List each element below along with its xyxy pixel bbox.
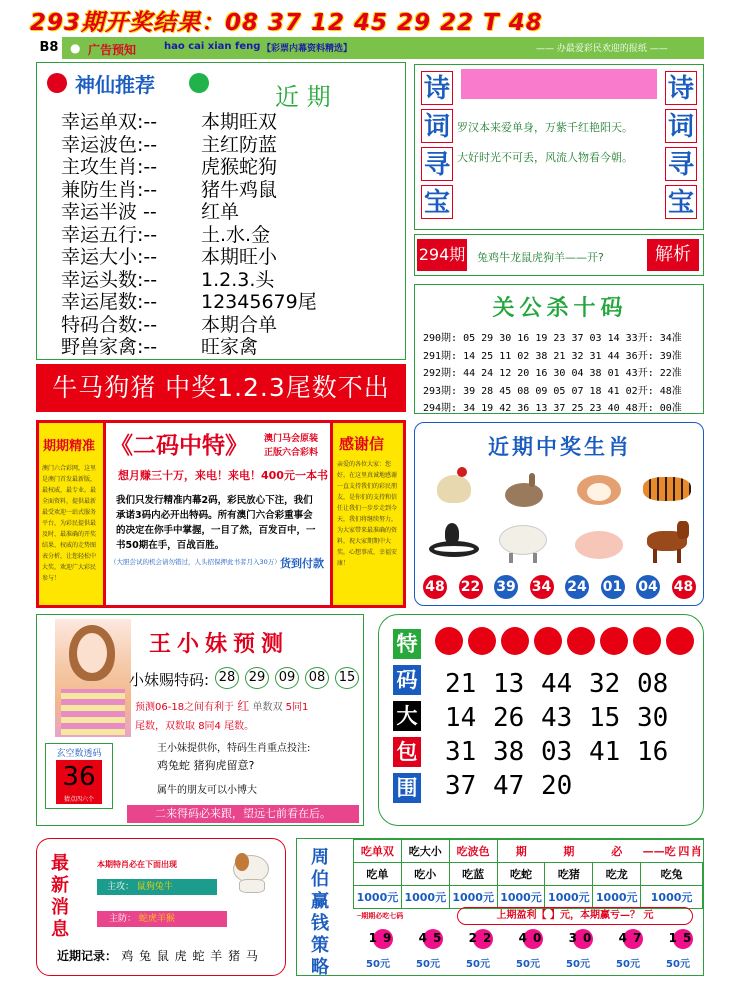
zhoubo-pick-cell: 吃猪: [545, 863, 593, 886]
zhoubo-code: 22: [468, 931, 498, 945]
zhoubo-small-stake: 50元: [466, 959, 490, 970]
shenxian-row: [61, 332, 258, 359]
shenxian-row-value: 1.2.3.头: [201, 268, 275, 291]
poem-side-char: 寻: [421, 147, 453, 181]
shenxian-row-key: 幸运尾数:--: [61, 291, 158, 313]
shenxian-row-key: 幸运半波 --: [61, 201, 157, 223]
news-def-value: 蛇虎羊猴: [138, 914, 175, 924]
red-ball-icon: [600, 627, 628, 655]
tema-number: 26: [493, 703, 525, 733]
wang-number: 08: [305, 667, 329, 689]
ermazhong-foot2: 货到付款: [280, 557, 324, 570]
pink-banner: [461, 69, 657, 99]
poem-side-char: 诗: [665, 71, 697, 105]
zhoubo-stake-cell: 1000元: [449, 886, 497, 909]
zodiac-ball: 22: [459, 575, 483, 599]
dog-icon: [225, 849, 279, 895]
zhoubo-header-cell: 吃单双: [354, 840, 402, 863]
wang-pred-f: 尾数。: [224, 721, 255, 732]
tema-side-char: 包: [393, 737, 421, 767]
analysis-button[interactable]: 解析: [647, 239, 699, 271]
tema-side-char: 特: [393, 629, 421, 659]
news-title-char: 最: [51, 853, 69, 874]
wang-number: 29: [245, 667, 269, 689]
zhoubo-side-char: 赢: [311, 891, 329, 912]
wang-number: 28: [215, 667, 239, 689]
zhoubo-side-char: 略: [311, 957, 329, 978]
zhoubo-header-cell: 期: [497, 840, 545, 863]
zhoubo-small-stake: 50元: [666, 959, 690, 970]
zodiac-ball: 01: [601, 575, 625, 599]
news-def-label: 主防：: [109, 914, 137, 924]
news-title-char: 消: [51, 897, 69, 918]
shenxian-row-key: 幸运大小:--: [61, 246, 158, 268]
pig-icon: [571, 527, 627, 563]
shenxian-row-key: 兼防生肖:--: [61, 178, 158, 201]
tema-number: 41: [589, 737, 621, 767]
news-main: [97, 879, 217, 895]
tema-number: 44: [541, 669, 573, 699]
news-def: [97, 911, 227, 927]
zhoubo-header-cell: 四: [678, 840, 690, 863]
ad-pinyin: hao cai xian feng: [164, 41, 261, 52]
poem-side-char: 宝: [665, 185, 697, 219]
zhoubo-pick-cell: 吃龙: [593, 863, 641, 886]
zhoubo-stake-cell: 1000元: [401, 886, 449, 909]
zodiac-box: [414, 422, 704, 606]
shenxian-row-value: 本期旺小: [201, 246, 278, 268]
tema-number: 16: [637, 737, 669, 767]
tema-number: 21: [445, 669, 477, 699]
rabbit-icon: [499, 473, 549, 509]
ermazhong-title: 《二码中特》: [110, 433, 248, 459]
shenxian-row-key: 主攻生肖:--: [61, 156, 158, 178]
red-ball-icon: [501, 627, 529, 655]
shenxian-row-value: 旺家禽: [201, 336, 259, 358]
ermazhong-box: [36, 420, 406, 608]
tema-number: 31: [445, 737, 477, 767]
ad-bar: [36, 37, 704, 59]
tiger-icon: [641, 467, 695, 509]
bullet-icon: ●: [70, 41, 81, 55]
shenxian-row-value: 土.水.金: [201, 223, 271, 246]
zhoubo-pick-cell: 吃兔: [641, 863, 703, 886]
shenxian-row-value: 12345679尾: [201, 291, 317, 313]
zhoubo-header-cell: 肖: [690, 840, 702, 863]
zhoubo-pick-cell: 吃小: [401, 863, 449, 886]
wang-pred-line2: [135, 717, 254, 732]
tema-number: 03: [541, 737, 573, 767]
news-main-label: 主攻：: [107, 882, 135, 892]
guangong-row: 293期: 39 28 45 08 09 05 07 18 41 02开: 48准: [423, 385, 682, 397]
xuanji-label: 玄空数透码: [56, 749, 102, 759]
poem-hint: 兔鸡牛龙鼠虎狗羊——开?: [477, 251, 604, 264]
hamster-icon: [573, 469, 625, 507]
horse-icon: [641, 519, 697, 567]
wang-box: [36, 614, 364, 826]
zhoubo-small-stake: 50元: [516, 959, 540, 970]
zhoubo-header-cell: 期: [545, 840, 593, 863]
shenxian-row-key: 幸运头数:--: [61, 268, 158, 291]
poem-period-box: [414, 234, 704, 276]
shenxian-row-value: 红单: [201, 201, 240, 223]
red-ball-icon: [534, 627, 562, 655]
shenxian-row-value: 主红防蓝: [201, 133, 278, 156]
poem-side-char: 宝: [421, 185, 453, 219]
zhoubo-code: 45: [418, 931, 448, 945]
guangong-title: 关公杀十码: [492, 296, 628, 321]
wang-footer: 二来得码必来跟，望远七前看在后。: [127, 805, 359, 823]
wang-tip1: 王小妹提供你，特码生肖重点投注:: [157, 743, 311, 754]
tema-number: 30: [637, 703, 669, 733]
red-ball-icon: [468, 627, 496, 655]
tema-side-char: 围: [393, 773, 421, 803]
ad-info: 【彩票内幕资料精选】: [262, 44, 353, 54]
wang-pred-a: 预测06-18之间有利于: [135, 702, 235, 713]
zhoubo-code: 30: [568, 931, 598, 945]
guangong-row: 291期: 14 25 11 02 38 21 32 31 44 36开: 39准: [423, 350, 682, 362]
tema-number: 13: [493, 669, 525, 699]
zhoubo-pick-cell: 吃蛇: [497, 863, 545, 886]
tema-number: 43: [541, 703, 573, 733]
tema-number: 15: [589, 703, 621, 733]
poem-side-char: 寻: [665, 147, 697, 181]
zhoubo-side-char: 策: [311, 935, 329, 956]
zhoubo-side-char: 钱: [311, 913, 329, 934]
shenxian-row-key: 幸运五行:--: [61, 223, 158, 246]
poem-line-2: 大好时光不可丢，风流人物看今朝。: [457, 151, 633, 164]
zodiac-ball: 24: [565, 575, 589, 599]
zodiac-ball: 48: [423, 575, 447, 599]
zhoubo-small-stake: 50元: [566, 959, 590, 970]
green-dot-icon: [189, 73, 209, 93]
guangong-row: 292期: 44 24 12 20 16 30 04 38 01 43开: 22准: [423, 368, 682, 379]
zodiac-title: 近期中奖生肖: [488, 435, 632, 459]
wang-number: 15: [335, 667, 359, 689]
snake-icon: [427, 523, 483, 561]
zodiac-ball: 34: [530, 575, 554, 599]
news-head: 本期特肖必在下面出现: [97, 860, 177, 869]
news-title-char: 息: [51, 919, 69, 940]
zhoubo-box: [296, 838, 704, 976]
ermazhong-center: [106, 423, 330, 605]
wang-label: 小妹赐特码:: [129, 671, 210, 689]
tema-side-char: 大: [393, 701, 421, 731]
ad-right: —— 办最爱彩民欢迎的报纸 ——: [536, 44, 668, 54]
shenxian-banner: 牛马狗猪 中奖1.2.3尾数不出: [36, 364, 406, 412]
red-ball-icon: [666, 627, 694, 655]
shenxian-row-value: 本期合单: [201, 313, 278, 336]
ermazhong-right: [333, 423, 403, 605]
zhoubo-pick-cell: 吃单: [354, 863, 402, 886]
tema-number: 47: [493, 771, 525, 801]
zhoubo-stake-cell: 1000元: [593, 886, 641, 909]
poem-side-char: 诗: [421, 71, 453, 105]
zhoubo-header-cell: 吃波色: [449, 840, 497, 863]
wang-pred-e: 8同4: [198, 721, 221, 732]
wang-pred-d: 尾数，双数取: [135, 721, 195, 732]
wang-title: 王小妹预测: [149, 632, 290, 657]
zhoubo-header-cell: 必: [593, 840, 641, 863]
news-box: [36, 838, 286, 976]
shenxian-box: [36, 62, 406, 360]
zodiac-ball: 48: [672, 575, 696, 599]
zhoubo-profit: 上期盈利【 】元，本期赢亏—？ 元: [457, 907, 693, 925]
ermazhong-slogan: 想月赚三十万，来电！来电！400元一本书: [118, 469, 328, 482]
ermazhong-left-text: 澳门六合彩网，这里是澳门首发最新版，最权威，最专业。最全面资料，提供最新最受欢迎一站式服务平台，为彩民提供最及时、最准确的开奖结果、权威的走势图表分析，让您轻松中大奖，欢迎广大彩民参与！: [42, 465, 97, 582]
poem-period: 294期: [417, 239, 467, 271]
guangong-box: [414, 284, 704, 414]
wang-number: 09: [275, 667, 299, 689]
xuanji-foot: 猜点四六个: [63, 796, 94, 803]
sheep-icon: [495, 519, 553, 565]
red-ball-icon: [435, 627, 463, 655]
recent-label: 近 期: [275, 83, 331, 111]
shenxian-row-value: 猪牛鸡鼠: [201, 178, 278, 201]
ermazhong-left: [39, 423, 103, 605]
tema-number: 08: [637, 669, 669, 699]
wang-pred-red: 红: [237, 699, 250, 713]
tema-number: 38: [493, 737, 525, 767]
zhoubo-pick-cell: 吃蓝: [449, 863, 497, 886]
news-recent-value: 鸡 兔 鼠 虎 蛇 羊 猪 马: [121, 949, 259, 963]
poem-side-char: 词: [421, 109, 453, 143]
zhoubo-must: ─期期必吃七码: [357, 912, 404, 920]
tema-number: 20: [541, 771, 573, 801]
wang-tip2: 鸡兔蛇 猪狗虎留意?: [157, 759, 255, 772]
zhoubo-stake-cell: 1000元: [641, 886, 703, 909]
ermazhong-sub1: 澳门马会原装: [264, 434, 319, 444]
wang-pred-line1: [135, 697, 308, 714]
shenxian-title: 神仙推荐: [75, 73, 155, 97]
shenxian-row-key: 幸运单双:--: [61, 111, 158, 133]
shenxian-row-key: 特码合数:--: [61, 313, 158, 336]
shenxian-row-key: 幸运波色:--: [61, 133, 158, 156]
zodiac-ball: 04: [636, 575, 660, 599]
ermazhong-body: 我们只发行精准内幕2码，彩民放心下注，我们承诺3码内必开出特码。所有澳门六合彩重事会的决定在你手中掌握，一目了然，百发百中，一书50期在手，百战百胜。: [116, 495, 316, 551]
zhoubo-header-cell: 吃大小: [401, 840, 449, 863]
guangong-row: 290期: 05 29 30 16 19 23 37 03 14 33开: 34准: [423, 333, 682, 344]
zhoubo-stake-cell: 1000元: [545, 886, 593, 909]
ermazhong-sub2: 正版六合彩料: [264, 448, 319, 458]
zhoubo-code: 15: [668, 931, 698, 945]
tema-number: 37: [445, 771, 477, 801]
wang-pred-c: 5同1: [285, 702, 309, 713]
zhoubo-table: [353, 839, 703, 909]
zhoubo-header-cell: ——吃: [641, 840, 678, 863]
tema-number: 32: [589, 669, 621, 699]
poem-box: [414, 64, 704, 230]
news-recent-label: 近期记录：: [57, 949, 118, 963]
red-dot-icon: [47, 73, 67, 93]
red-ball-icon: [567, 627, 595, 655]
shenxian-row-key: 野兽家禽:--: [61, 336, 158, 358]
tema-side-char: 码: [393, 665, 421, 695]
tema-number: 14: [445, 703, 477, 733]
zhoubo-code: 19: [368, 931, 398, 945]
ermazhong-left-title: 期期精准: [43, 439, 96, 454]
red-ball-icon: [633, 627, 661, 655]
thanks-text: 亲爱的各位大家：您好。在这里真诚地感谢一直支持我们的彩民朋友，是你们的支持和信任让我们一步步走到今天，我们将继续努力，为大家带来最准确的资料，祝大家期期中大奖，心想事成，幸福安康！: [337, 461, 398, 567]
page-tag: B8: [36, 37, 62, 59]
zhoubo-stake-cell: 1000元: [354, 886, 402, 909]
zhoubo-code: 47: [618, 931, 648, 945]
wang-tip3: 属牛的朋友可以小博大: [157, 785, 257, 796]
shenxian-row-value: 虎猴蛇狗: [201, 156, 278, 178]
news-title-char: 新: [51, 875, 69, 896]
shenxian-row-value: 本期旺双: [201, 111, 278, 133]
poem-side-char: 词: [665, 109, 697, 143]
zhoubo-small-stake: 50元: [416, 959, 440, 970]
ad-label: 广告预知: [88, 43, 137, 57]
ermazhong-foot1: （大胆尝试的机会请勿错过，人头招保押此书者月入30万）: [110, 558, 281, 566]
page-title: 293期开奖结果：08 37 12 45 29 22 T 48: [30, 10, 543, 36]
news-recent: [57, 947, 259, 964]
poem-line-1: 罗汉本来爱单身，万紫千红艳阳天。: [457, 121, 633, 134]
xuanji-number: 36: [56, 760, 102, 804]
zhoubo-small-stake: 50元: [616, 959, 640, 970]
thanks-title: 感谢信: [339, 435, 385, 453]
zhoubo-small-stake: 50元: [366, 959, 390, 970]
avatar: [55, 619, 131, 737]
wang-pred-b: 单数双: [252, 702, 283, 713]
zhoubo-code: 40: [518, 931, 548, 945]
zhoubo-side-char: 伯: [311, 869, 329, 890]
guangong-row: 294期: 34 19 42 36 13 37 25 23 40 48开: 00准: [423, 403, 682, 414]
xuanji-box: [45, 743, 113, 809]
zodiac-ball: 39: [494, 575, 518, 599]
zhoubo-stake-cell: 1000元: [497, 886, 545, 909]
news-main-value: 鼠狗兔牛: [136, 882, 173, 892]
tema-box: [378, 614, 704, 826]
zhoubo-side-char: 周: [311, 847, 329, 868]
rooster-icon: [427, 465, 481, 511]
